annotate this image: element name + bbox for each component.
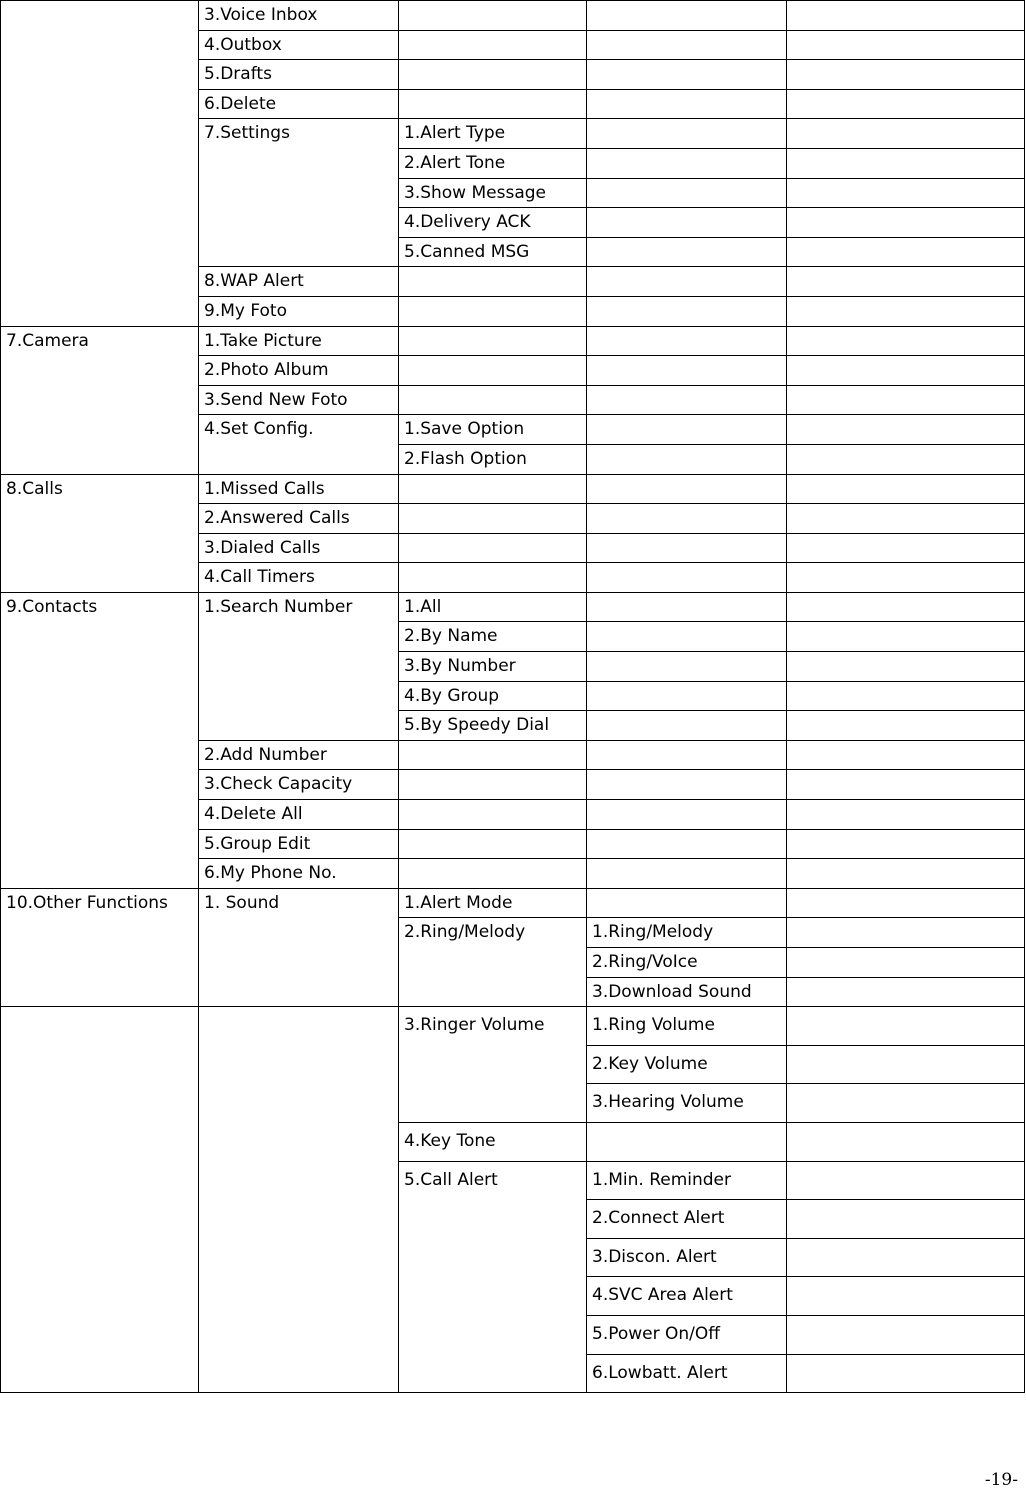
menu-level2-cell: 7.Settings bbox=[199, 119, 399, 267]
menu-level4-cell: 3.Discon. Alert bbox=[587, 1238, 787, 1277]
menu-level2-cell: 6.My Phone No. bbox=[199, 859, 399, 889]
menu-blank-cell bbox=[787, 208, 1025, 238]
menu-blank-cell bbox=[787, 711, 1025, 741]
menu-level1-cell bbox=[1, 1007, 199, 1393]
menu-blank-cell bbox=[787, 237, 1025, 267]
menu-blank-cell bbox=[787, 652, 1025, 682]
menu-blank-cell bbox=[787, 178, 1025, 208]
menu-level4-cell: 1.Min. Reminder bbox=[587, 1161, 787, 1200]
menu-level2-cell: 3.Send New Foto bbox=[199, 385, 399, 415]
menu-level1-cell: 10.Other Functions bbox=[1, 888, 199, 1006]
menu-level2-cell: 6.Delete bbox=[199, 89, 399, 119]
menu-blank-cell bbox=[787, 1277, 1025, 1316]
menu-level4-cell bbox=[587, 296, 787, 326]
menu-level3-cell bbox=[399, 60, 587, 90]
menu-blank-cell bbox=[787, 474, 1025, 504]
menu-blank-cell bbox=[787, 1315, 1025, 1354]
menu-level1-cell: 9.Contacts bbox=[1, 592, 199, 888]
menu-level2-cell: 5.Drafts bbox=[199, 60, 399, 90]
menu-level3-cell: 2.Flash Option bbox=[399, 444, 587, 474]
menu-level4-cell bbox=[587, 622, 787, 652]
menu-blank-cell bbox=[787, 385, 1025, 415]
menu-level4-cell bbox=[587, 415, 787, 445]
menu-level4-cell bbox=[587, 1122, 787, 1161]
menu-level4-cell: 2.Key Volume bbox=[587, 1045, 787, 1084]
menu-level2-cell bbox=[199, 1007, 399, 1393]
menu-level4-cell bbox=[587, 740, 787, 770]
menu-blank-cell bbox=[787, 1354, 1025, 1393]
menu-level2-cell: 1.Missed Calls bbox=[199, 474, 399, 504]
menu-level2-cell: 2.Add Number bbox=[199, 740, 399, 770]
menu-blank-cell bbox=[787, 829, 1025, 859]
menu-level4-cell: 6.Lowbatt. Alert bbox=[587, 1354, 787, 1393]
table-row bbox=[1, 1007, 1025, 1046]
menu-level4-cell bbox=[587, 89, 787, 119]
menu-level4-cell bbox=[587, 148, 787, 178]
menu-level2-cell: 4.Delete All bbox=[199, 800, 399, 830]
menu-level4-cell bbox=[587, 356, 787, 386]
menu-level3-cell bbox=[399, 30, 587, 60]
menu-level3-cell: 2.Alert Tone bbox=[399, 148, 587, 178]
menu-level4-cell bbox=[587, 859, 787, 889]
menu-blank-cell bbox=[787, 977, 1025, 1007]
menu-level3-cell: 1.Alert Mode bbox=[399, 888, 587, 918]
menu-level1-cell bbox=[1, 1, 199, 327]
menu-level3-cell: 4.Key Tone bbox=[399, 1122, 587, 1161]
menu-level3-cell: 5.Call Alert bbox=[399, 1161, 587, 1393]
menu-level3-cell bbox=[399, 563, 587, 593]
menu-blank-cell bbox=[787, 533, 1025, 563]
table-row bbox=[1, 326, 1025, 356]
menu-level2-cell: 3.Dialed Calls bbox=[199, 533, 399, 563]
menu-level4-cell bbox=[587, 770, 787, 800]
menu-level3-cell bbox=[399, 89, 587, 119]
menu-blank-cell bbox=[787, 1045, 1025, 1084]
menu-level2-cell: 1. Sound bbox=[199, 888, 399, 1006]
menu-blank-cell bbox=[787, 1, 1025, 31]
menu-blank-cell bbox=[787, 1238, 1025, 1277]
menu-level2-cell: 1.Take Picture bbox=[199, 326, 399, 356]
menu-level3-cell bbox=[399, 740, 587, 770]
menu-level4-cell bbox=[587, 533, 787, 563]
menu-level3-cell bbox=[399, 296, 587, 326]
menu-level3-cell: 3.By Number bbox=[399, 652, 587, 682]
menu-blank-cell bbox=[787, 563, 1025, 593]
menu-blank-cell bbox=[787, 296, 1025, 326]
menu-level3-cell: 1.Alert Type bbox=[399, 119, 587, 149]
menu-level2-cell: 9.My Foto bbox=[199, 296, 399, 326]
menu-level3-cell: 4.By Group bbox=[399, 681, 587, 711]
menu-level3-cell bbox=[399, 326, 587, 356]
menu-level2-cell: 5.Group Edit bbox=[199, 829, 399, 859]
menu-blank-cell bbox=[787, 89, 1025, 119]
menu-level2-cell: 4.Call Timers bbox=[199, 563, 399, 593]
menu-level4-cell bbox=[587, 30, 787, 60]
menu-level3-cell bbox=[399, 533, 587, 563]
menu-level3-cell bbox=[399, 267, 587, 297]
menu-level4-cell bbox=[587, 800, 787, 830]
menu-level2-cell: 1.Search Number bbox=[199, 592, 399, 740]
menu-blank-cell bbox=[787, 592, 1025, 622]
menu-blank-cell bbox=[787, 119, 1025, 149]
menu-level4-cell bbox=[587, 592, 787, 622]
menu-level3-cell: 3.Show Message bbox=[399, 178, 587, 208]
menu-blank-cell bbox=[787, 1200, 1025, 1239]
menu-level2-cell: 4.Set Config. bbox=[199, 415, 399, 474]
menu-level1-cell: 7.Camera bbox=[1, 326, 199, 474]
menu-blank-cell bbox=[787, 740, 1025, 770]
menu-level3-cell bbox=[399, 1, 587, 31]
menu-level3-cell: 1.Save Option bbox=[399, 415, 587, 445]
menu-level4-cell: 1.Ring Volume bbox=[587, 1007, 787, 1046]
menu-level4-cell: 3.Download Sound bbox=[587, 977, 787, 1007]
menu-blank-cell bbox=[787, 326, 1025, 356]
menu-level4-cell bbox=[587, 829, 787, 859]
menu-level4-cell bbox=[587, 681, 787, 711]
menu-blank-cell bbox=[787, 1007, 1025, 1046]
menu-level3-cell: 5.By Speedy Dial bbox=[399, 711, 587, 741]
menu-blank-cell bbox=[787, 800, 1025, 830]
menu-level2-cell: 3.Voice Inbox bbox=[199, 1, 399, 31]
menu-level4-cell bbox=[587, 563, 787, 593]
menu-blank-cell bbox=[787, 859, 1025, 889]
menu-level4-cell bbox=[587, 888, 787, 918]
menu-level4-cell bbox=[587, 1, 787, 31]
menu-level3-cell: 4.Delivery ACK bbox=[399, 208, 587, 238]
menu-blank-cell bbox=[787, 267, 1025, 297]
menu-level4-cell: 4.SVC Area Alert bbox=[587, 1277, 787, 1316]
menu-level4-cell bbox=[587, 444, 787, 474]
table-row bbox=[1, 1, 1025, 31]
menu-blank-cell bbox=[787, 948, 1025, 978]
menu-level4-cell bbox=[587, 208, 787, 238]
menu-level4-cell bbox=[587, 237, 787, 267]
menu-level3-cell bbox=[399, 829, 587, 859]
menu-level4-cell bbox=[587, 60, 787, 90]
menu-level4-cell: 2.Ring/VoIce bbox=[587, 948, 787, 978]
menu-blank-cell bbox=[787, 918, 1025, 948]
menu-blank-cell bbox=[787, 1161, 1025, 1200]
menu-blank-cell bbox=[787, 770, 1025, 800]
menu-level1-cell: 8.Calls bbox=[1, 474, 199, 592]
table-row bbox=[1, 888, 1025, 918]
page-number: -19- bbox=[984, 1470, 1018, 1490]
menu-level4-cell bbox=[587, 326, 787, 356]
menu-level4-cell bbox=[587, 652, 787, 682]
menu-level3-cell bbox=[399, 770, 587, 800]
menu-level3-cell bbox=[399, 800, 587, 830]
menu-level3-cell: 3.Ringer Volume bbox=[399, 1007, 587, 1123]
menu-level4-cell: 3.Hearing Volume bbox=[587, 1084, 787, 1123]
menu-blank-cell bbox=[787, 148, 1025, 178]
menu-level3-cell bbox=[399, 504, 587, 534]
menu-level2-cell: 3.Check Capacity bbox=[199, 770, 399, 800]
menu-level3-cell bbox=[399, 474, 587, 504]
menu-level4-cell: 2.Connect Alert bbox=[587, 1200, 787, 1239]
menu-level4-cell bbox=[587, 711, 787, 741]
menu-level3-cell bbox=[399, 356, 587, 386]
table-row bbox=[1, 592, 1025, 622]
menu-level2-cell: 8.WAP Alert bbox=[199, 267, 399, 297]
menu-blank-cell bbox=[787, 356, 1025, 386]
menu-level3-cell: 2.By Name bbox=[399, 622, 587, 652]
menu-blank-cell bbox=[787, 30, 1025, 60]
menu-level4-cell bbox=[587, 178, 787, 208]
menu-level4-cell bbox=[587, 385, 787, 415]
menu-blank-cell bbox=[787, 888, 1025, 918]
menu-blank-cell bbox=[787, 622, 1025, 652]
menu-blank-cell bbox=[787, 681, 1025, 711]
menu-blank-cell bbox=[787, 444, 1025, 474]
menu-level3-cell bbox=[399, 385, 587, 415]
table-row bbox=[1, 474, 1025, 504]
menu-blank-cell bbox=[787, 504, 1025, 534]
menu-level3-cell: 1.All bbox=[399, 592, 587, 622]
menu-level2-cell: 2.Answered Calls bbox=[199, 504, 399, 534]
menu-level2-cell: 4.Outbox bbox=[199, 30, 399, 60]
menu-level3-cell: 2.Ring/Melody bbox=[399, 918, 587, 1007]
menu-level4-cell bbox=[587, 267, 787, 297]
menu-level4-cell: 1.Ring/Melody bbox=[587, 918, 787, 948]
menu-level4-cell: 5.Power On/Off bbox=[587, 1315, 787, 1354]
menu-level2-cell: 2.Photo Album bbox=[199, 356, 399, 386]
menu-blank-cell bbox=[787, 1084, 1025, 1123]
menu-level3-cell: 5.Canned MSG bbox=[399, 237, 587, 267]
menu-level4-cell bbox=[587, 474, 787, 504]
menu-level3-cell bbox=[399, 859, 587, 889]
menu-blank-cell bbox=[787, 60, 1025, 90]
menu-level4-cell bbox=[587, 504, 787, 534]
menu-blank-cell bbox=[787, 1122, 1025, 1161]
menu-blank-cell bbox=[787, 415, 1025, 445]
menu-level4-cell bbox=[587, 119, 787, 149]
